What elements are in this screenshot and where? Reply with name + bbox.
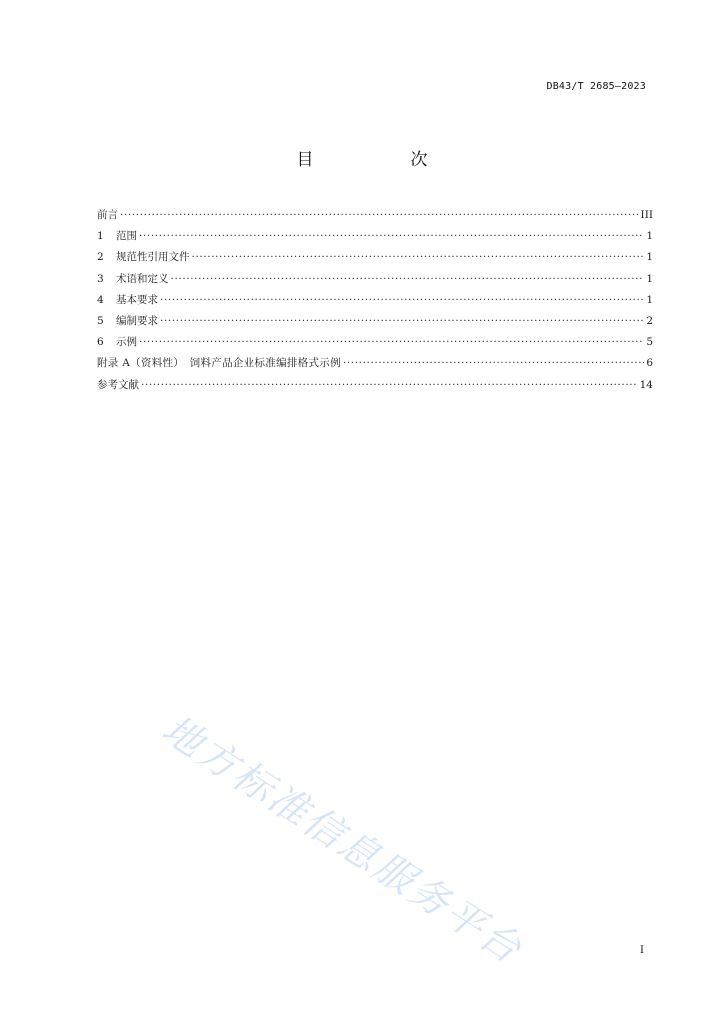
toc-entry-page: 1 — [646, 251, 653, 264]
toc-entry-number: 2 — [97, 251, 104, 264]
toc-entry-annex-a[interactable] — [97, 353, 653, 374]
toc-entry-number: 4 — [97, 293, 104, 306]
table-of-contents — [97, 205, 653, 396]
toc-entry-label: 前言 — [97, 209, 118, 221]
toc-dot-leader — [160, 290, 644, 311]
toc-dot-leader — [160, 311, 644, 332]
toc-entry-page: 2 — [646, 314, 653, 327]
toc-entry-scope[interactable] — [97, 226, 653, 247]
toc-entry-examples[interactable] — [97, 332, 653, 353]
toc-entry-label: 附录 A（资料性） 饲料产品企业标准编排格式示例 — [97, 357, 341, 370]
toc-dot-leader — [139, 226, 644, 247]
toc-entry-page: 1 — [646, 230, 653, 243]
toc-dot-leader — [171, 269, 645, 290]
page-number: I — [640, 945, 644, 956]
toc-entry-page: 14 — [639, 378, 653, 391]
toc-entry-terms-definitions[interactable] — [97, 269, 653, 290]
toc-dot-leader — [141, 375, 638, 396]
toc-entry-label: 基本要求 — [116, 293, 158, 306]
toc-entry-page: 1 — [646, 293, 653, 306]
toc-entry-label: 范围 — [116, 230, 137, 243]
toc-title: 目 次 — [296, 150, 468, 170]
toc-dot-leader — [343, 353, 644, 374]
toc-entry-bibliography[interactable] — [97, 375, 653, 396]
toc-entry-page: 5 — [646, 336, 653, 349]
toc-entry-label: 示例 — [116, 336, 137, 349]
toc-entry-normative-references[interactable] — [97, 247, 653, 268]
toc-entry-number: 5 — [97, 314, 104, 327]
toc-entry-number: 1 — [97, 230, 104, 243]
toc-entry-basic-requirements[interactable] — [97, 290, 653, 311]
toc-dot-leader — [139, 332, 644, 353]
watermark: 地方标准信息服务平台 — [153, 707, 531, 974]
toc-entry-page: III — [640, 209, 653, 221]
toc-dot-leader — [120, 205, 639, 226]
toc-entry-label: 规范性引用文件 — [116, 251, 190, 264]
toc-entry-label: 术语和定义 — [116, 272, 169, 285]
toc-dot-leader — [192, 247, 645, 268]
toc-entry-number: 3 — [97, 272, 104, 285]
toc-entry-label: 编制要求 — [116, 314, 158, 327]
toc-entry-page: 6 — [646, 357, 653, 370]
toc-entry-foreword[interactable] — [97, 205, 653, 226]
toc-entry-label: 参考文献 — [97, 378, 139, 391]
toc-entry-compilation-requirements[interactable] — [97, 311, 653, 332]
toc-entry-number: 6 — [97, 336, 104, 349]
standard-number: DB43/T 2685—2023 — [546, 81, 646, 92]
toc-entry-page: 1 — [646, 272, 653, 285]
